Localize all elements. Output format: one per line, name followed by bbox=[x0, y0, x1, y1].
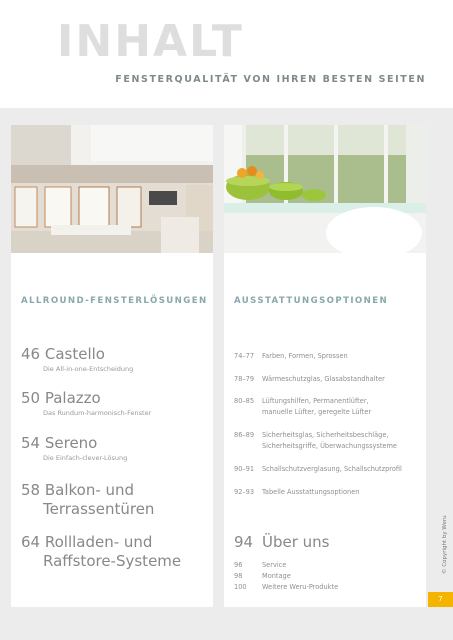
kitchen-photo-right bbox=[224, 125, 426, 253]
about-item-pages: 98 bbox=[234, 572, 243, 580]
chapter-item bbox=[21, 389, 151, 418]
section-heading-options: AUSSTATTUNGSOPTIONEN bbox=[234, 296, 389, 306]
about-item-text: Weitere Weru-Produkte bbox=[262, 583, 339, 591]
page-number: 7 bbox=[428, 592, 453, 607]
chapter-subtitle: Das Rundum-harmonisch-Fenster bbox=[43, 409, 152, 417]
about-item bbox=[234, 561, 286, 569]
chapter-title: 46 Castello bbox=[21, 345, 105, 363]
chapter-item bbox=[21, 533, 181, 571]
chapter-item bbox=[21, 481, 154, 519]
chapter-title: 64 Rollladen- und bbox=[21, 533, 153, 551]
about-title: Über uns bbox=[262, 533, 330, 551]
page-subtitle: FENSTERQUALITÄT VON IHREN BESTEN SEITEN bbox=[115, 74, 426, 85]
about-item-pages: 96 bbox=[234, 561, 243, 569]
chapter-title-line2: Terrassentüren bbox=[43, 500, 155, 518]
right-column bbox=[224, 253, 426, 607]
option-item bbox=[234, 487, 359, 498]
option-pages: 78–79 bbox=[234, 375, 255, 383]
option-pages: 80–85 bbox=[234, 397, 255, 405]
section-heading-allround: ALLROUND-FENSTERLÖSUNGEN bbox=[21, 296, 208, 306]
option-item bbox=[234, 374, 385, 385]
option-pages: 74–77 bbox=[234, 352, 255, 360]
chapter-item bbox=[21, 434, 127, 463]
chapter-subtitle: Die All-in-one-Entscheidung bbox=[43, 365, 134, 373]
page-header bbox=[0, 0, 453, 108]
option-item bbox=[234, 464, 402, 475]
chapter-title: 50 Palazzo bbox=[21, 389, 101, 407]
interior-photo-left bbox=[11, 125, 213, 253]
option-pages: 92–93 bbox=[234, 488, 255, 496]
option-pages: 90–91 bbox=[234, 465, 255, 473]
option-pages: 86–89 bbox=[234, 431, 255, 439]
option-item bbox=[234, 396, 371, 418]
about-item-text: Service bbox=[262, 561, 287, 569]
copyright-note: © Copyright by Weru bbox=[442, 515, 448, 574]
option-text: Schallschutzverglasung, Schallschutzprofil bbox=[262, 465, 402, 473]
chapter-item bbox=[21, 345, 133, 374]
about-item-text: Montage bbox=[262, 572, 291, 580]
option-text: Tabelle Ausstattungsoptionen bbox=[262, 488, 360, 496]
option-text: Farben, Formen, Sprossen bbox=[262, 352, 348, 360]
about-item-pages: 100 bbox=[234, 583, 247, 591]
about-item bbox=[234, 572, 291, 580]
option-item bbox=[234, 351, 348, 362]
page-title: INHALT bbox=[57, 16, 244, 67]
option-item bbox=[234, 430, 397, 452]
left-column bbox=[11, 253, 213, 607]
option-text: Sicherheitsglas, Sicherheitsbeschläge, bbox=[262, 431, 389, 439]
chapter-title-line2: Raffstore-Systeme bbox=[43, 552, 182, 570]
option-text: Wärmeschutzglas, Glasabstandhalter bbox=[262, 375, 385, 383]
option-text: Lüftungshilfen, Permanentlüfter, bbox=[262, 397, 369, 405]
chapter-title: 54 Sereno bbox=[21, 434, 98, 452]
chapter-subtitle: Die Einfach-clever-Lösung bbox=[43, 454, 128, 462]
about-item bbox=[234, 583, 338, 591]
option-text-line2: manuelle Lüfter, geregelte Lüfter bbox=[262, 408, 372, 416]
about-heading bbox=[234, 533, 330, 551]
chapter-title: 58 Balkon- und bbox=[21, 481, 135, 499]
about-number: 94 bbox=[234, 533, 254, 551]
option-text-line2: Sicherheitsgriffe, Überwachungssysteme bbox=[262, 442, 397, 450]
